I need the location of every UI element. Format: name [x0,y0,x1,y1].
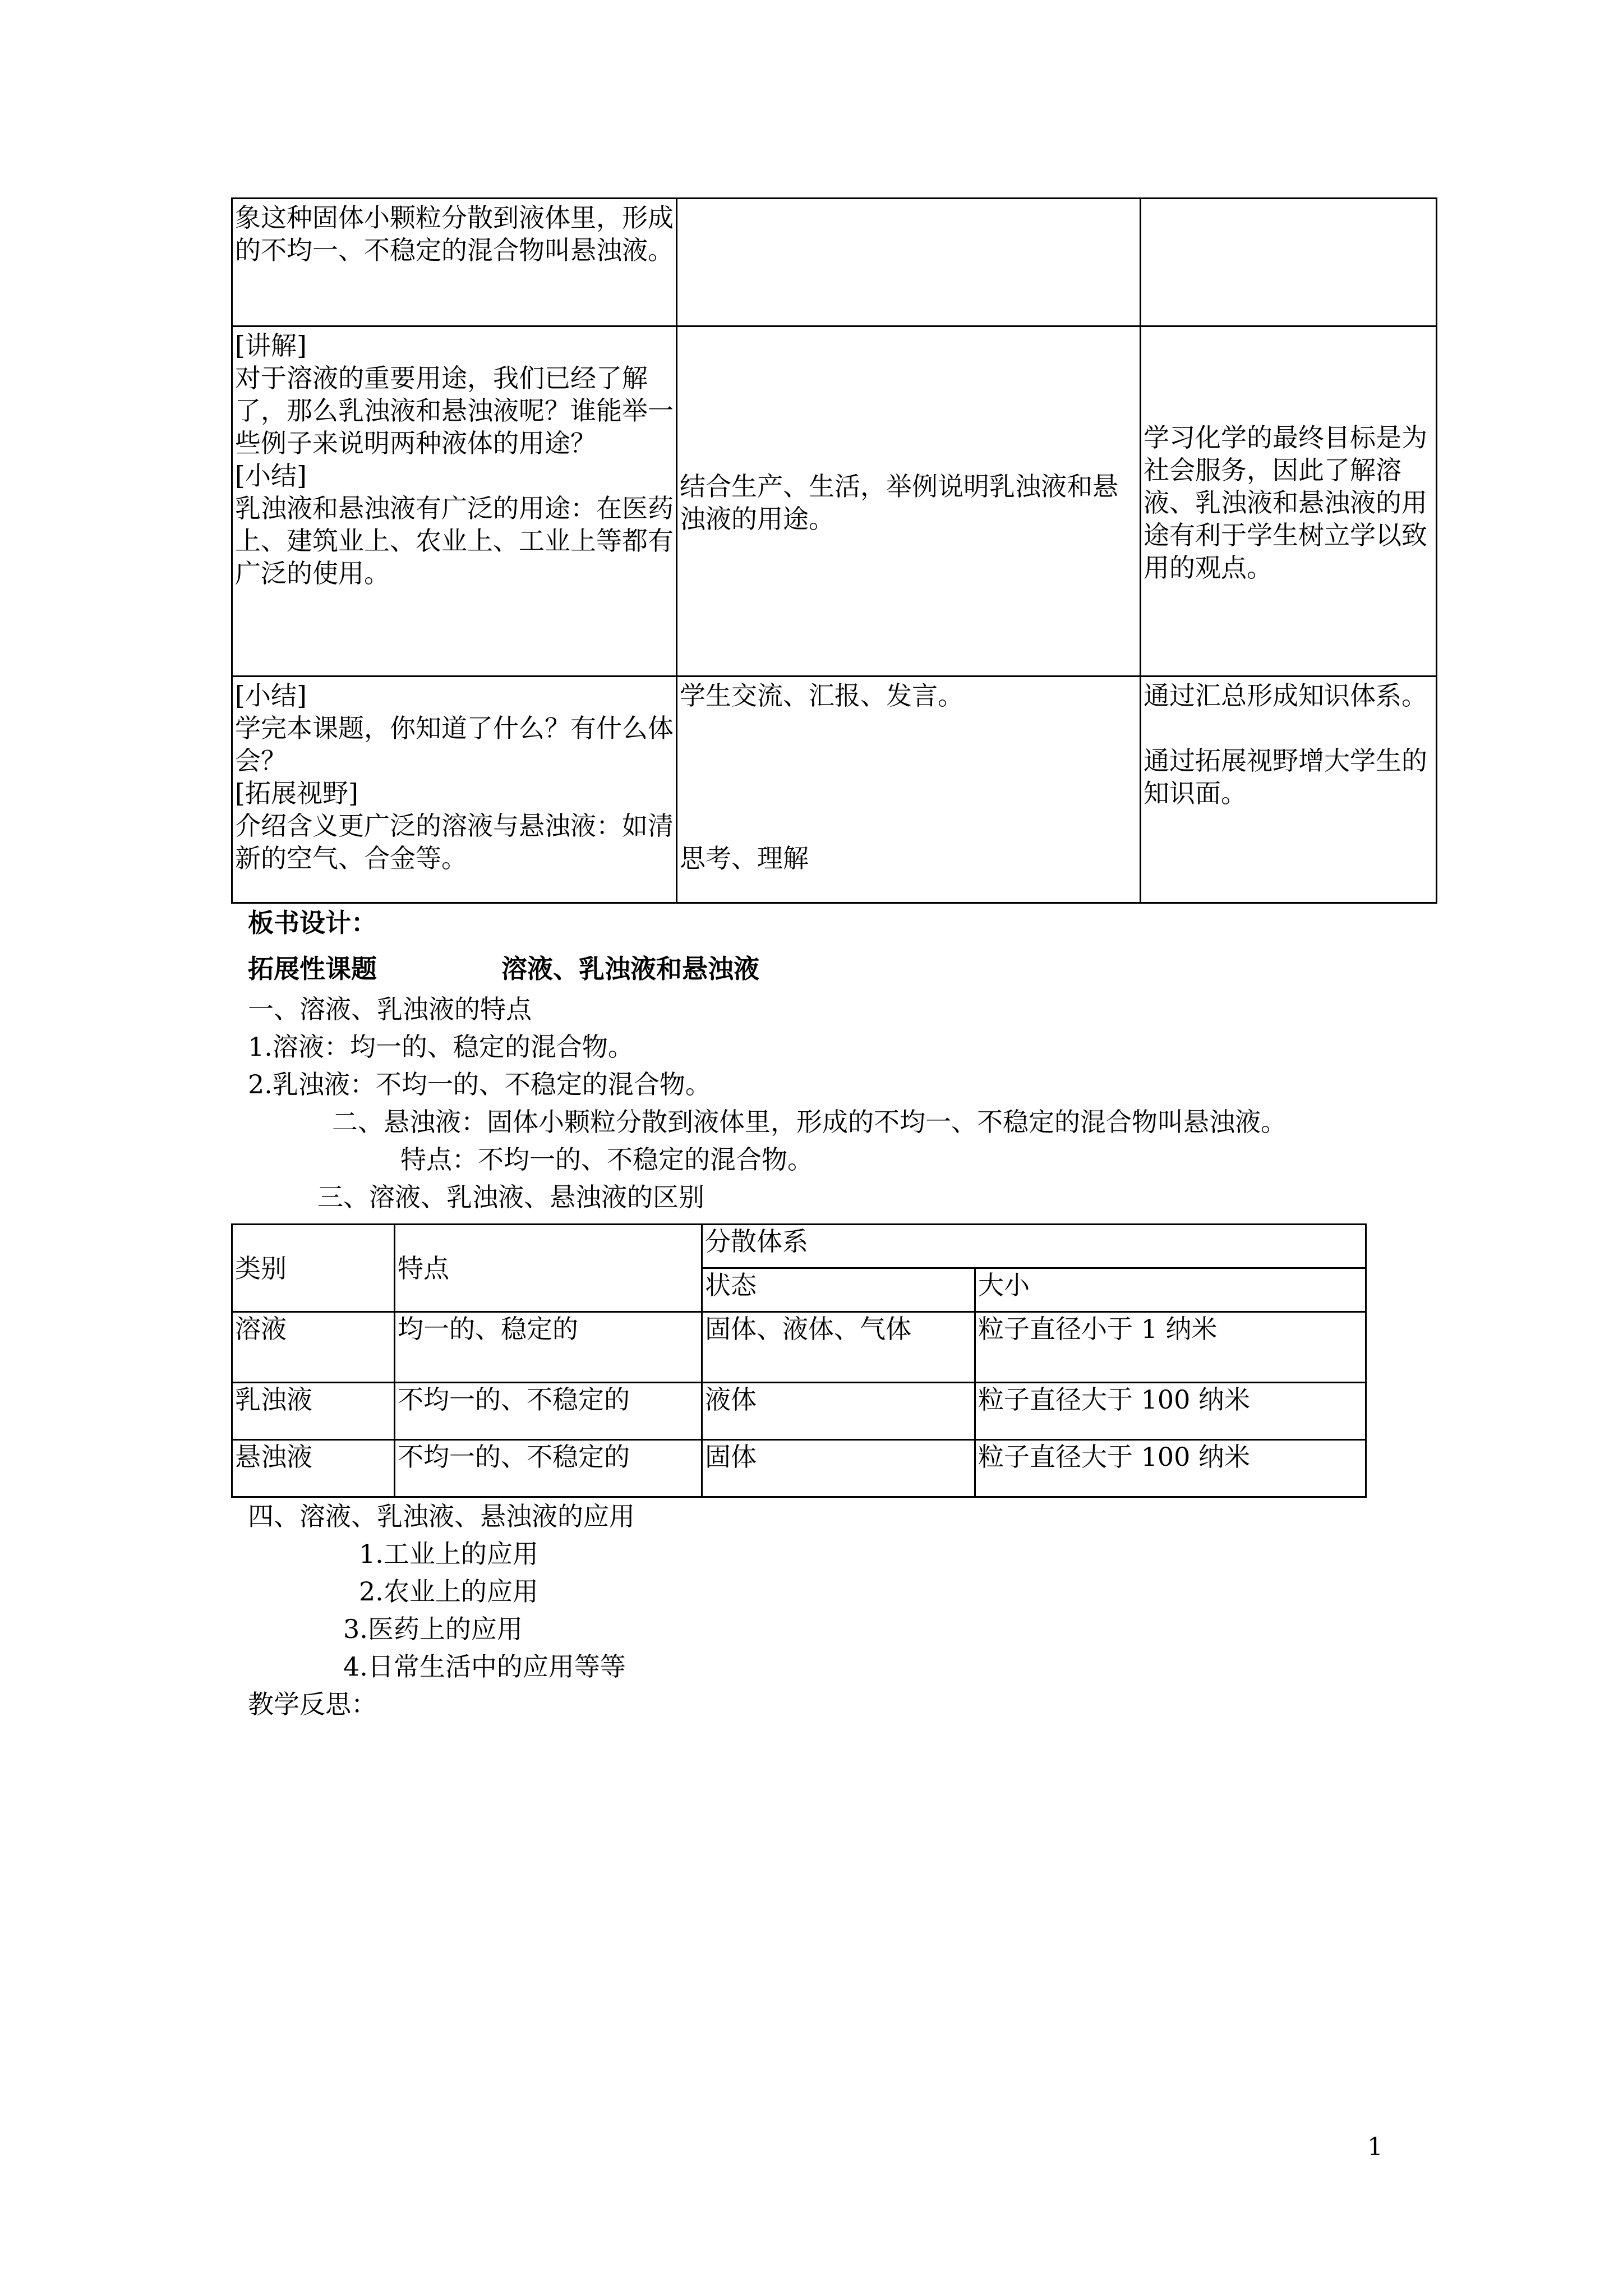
design-intent: 通过拓展视野增大学生的知识面。 [1144,746,1427,808]
intent-cell [1141,326,1437,677]
list-item: 1.工业上的应用 [359,1539,538,1569]
cell-state: 固体、液体、气体 [702,1312,975,1383]
student-activity: 思考、理解 [680,843,809,873]
cell-feature: 均一的、稳定的 [395,1312,702,1383]
header-feature: 特点 [395,1225,702,1312]
list-item: 2.农业上的应用 [359,1576,538,1607]
header-size: 大小 [975,1268,1366,1312]
cell-feature: 不均一的、不稳定的 [395,1440,702,1497]
topic-label: 拓展性课题 [248,954,377,984]
comparison-table [231,1223,1367,1498]
table-row [232,326,1437,677]
teacher-cell [232,199,677,326]
table-row [232,1312,1366,1383]
student-activity: 学生交流、汇报、发言。 [680,680,963,711]
teacher-cell [232,677,677,903]
cell-state: 液体 [702,1383,975,1440]
section-line: 2.乳浊液：不均一的、不稳定的混合物。 [248,1069,711,1099]
teacher-text: 学完本课题，你知道了什么？有什么体会？ [235,713,674,776]
cell-feature: 不均一的、不稳定的 [395,1383,702,1440]
student-cell [677,677,1141,903]
header-dispersion: 分散体系 [702,1225,1366,1268]
cell-size: 粒子直径小于 1 纳米 [975,1312,1366,1383]
section-tag: [小结] [235,461,307,491]
teacher-text: 对于溶液的重要用途，我们已经了解了，那么乳浊液和悬浊液呢？谁能举一些例子来说明两种液体的用途？ [235,363,674,458]
table-row [232,199,1437,326]
section-heading: 一、溶液、乳浊液的特点 [248,994,532,1024]
section-tag: [拓展视野] [235,778,358,808]
section-heading: 三、溶液、乳浊液、悬浊液的区别 [317,1182,704,1212]
student-cell [677,199,1141,326]
teacher-text: 乳浊液和悬浊液有广泛的用途：在医药上、建筑业上、农业上、工业上等都有广泛的使用。 [235,493,674,588]
section-line: 特点：不均一的、不稳定的混合物。 [400,1144,813,1175]
cell-category: 溶液 [232,1312,395,1383]
table-row [232,1383,1366,1440]
cell-category: 乳浊液 [232,1383,395,1440]
table-header-row [232,1225,1366,1268]
teacher-text: 介绍含义更广泛的溶液与悬浊液：如清新的空气、合金等。 [235,811,674,873]
section-tag: [小结] [235,680,307,711]
teacher-cell [232,326,677,677]
section-heading: 四、溶液、乳浊液、悬浊液的应用 [248,1501,635,1531]
definition-text: 象这种固体小颗粒分散到液体里，形成的不均一、不稳定的混合物叫悬浊液。 [235,203,674,265]
section-heading: 二、悬浊液：固体小颗粒分散到液体里，形成的不均一、不稳定的混合物叫悬浊液。 [332,1107,1287,1137]
lesson-table [231,197,1437,904]
design-intent: 通过汇总形成知识体系。 [1144,680,1427,711]
list-item: 4.日常生活中的应用等等 [343,1651,626,1682]
design-intent: 学习化学的最终目标是为社会服务，因此了解溶液、乳浊液和悬浊液的用途有利于学生树立学以致用的观点。 [1144,422,1427,583]
header-state: 状态 [702,1268,975,1312]
page-number: 1 [1367,2133,1383,2161]
intent-cell [1141,677,1437,903]
table-row [232,677,1437,903]
header-category: 类别 [232,1225,395,1312]
cell-size: 粒子直径大于 100 纳米 [975,1383,1366,1440]
table-row [232,1440,1366,1497]
student-activity: 结合生产、生活，举例说明乳浊液和悬浊液的用途。 [680,471,1118,534]
cell-state: 固体 [702,1440,975,1497]
student-cell [677,326,1141,677]
topic-title: 溶液、乳浊液和悬浊液 [501,954,759,984]
intent-cell [1141,199,1437,326]
section-line: 1.溶液：均一的、稳定的混合物。 [248,1032,634,1062]
section-tag: [讲解] [235,330,307,361]
cell-size: 粒子直径大于 100 纳米 [975,1440,1366,1497]
reflection-label: 教学反思： [248,1689,377,1719]
list-item: 3.医药上的应用 [343,1614,523,1644]
board-heading: 板书设计： [248,908,377,938]
cell-category: 悬浊液 [232,1440,395,1497]
